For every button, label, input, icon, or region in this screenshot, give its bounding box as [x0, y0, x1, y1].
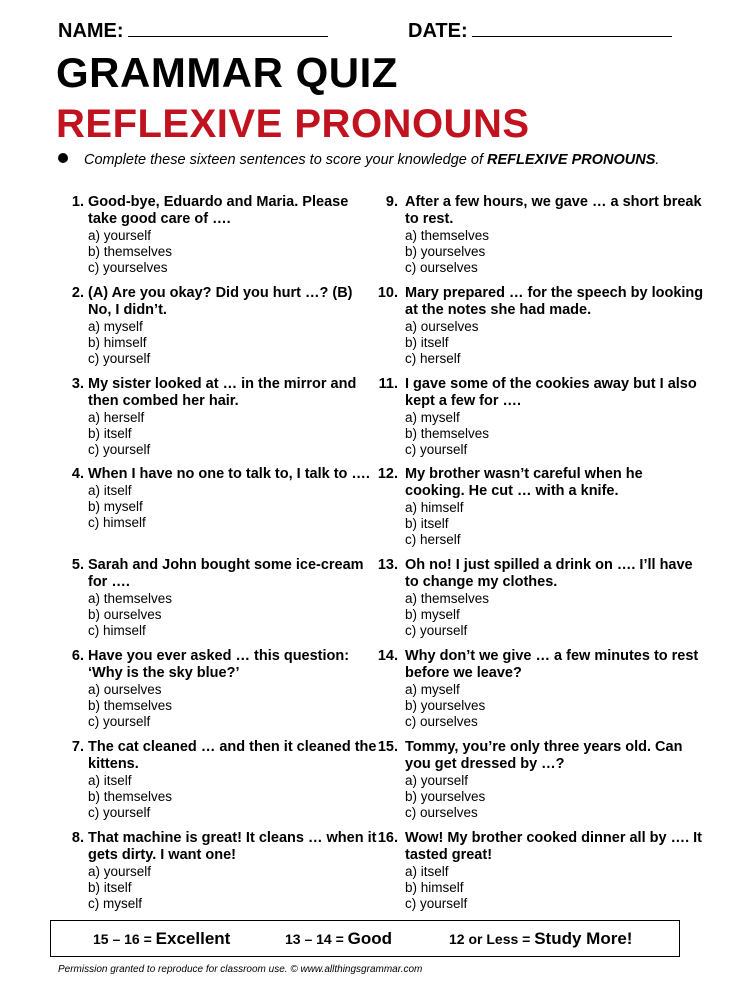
- answer-option[interactable]: a) themselves: [88, 591, 173, 607]
- question-item: [370, 375, 697, 467]
- question-body: [405, 830, 705, 912]
- question-text: Oh no! I just spilled a drink on …. I’ll have to change my clothes.: [405, 557, 693, 591]
- answer-option[interactable]: b) themselves: [405, 425, 490, 441]
- question-number: 4.: [71, 466, 84, 483]
- question-number: 9.: [385, 194, 398, 210]
- answer-option[interactable]: b) themselves: [88, 697, 173, 713]
- answer-option[interactable]: c) herself: [405, 350, 461, 366]
- question-text: The cat cleaned … and then it cleaned the kittens.: [88, 738, 377, 772]
- answer-option[interactable]: c) ourselves: [405, 713, 478, 729]
- answer-option[interactable]: c) yourself: [88, 441, 151, 457]
- question-body: [88, 557, 378, 639]
- answer-option[interactable]: c) yourselves: [88, 260, 168, 275]
- question-number: 6.: [71, 647, 84, 664]
- question-text: Wow! My brother cooked dinner all by …. It tasted great!: [405, 829, 703, 863]
- question-body: [88, 648, 378, 730]
- date-blank[interactable]: [472, 18, 672, 37]
- question-body: [405, 285, 705, 367]
- score-range: 13 – 14 =: [285, 931, 348, 947]
- answer-option[interactable]: c) yourself: [88, 713, 151, 729]
- name-blank[interactable]: [128, 18, 328, 37]
- question-number: 5.: [71, 557, 84, 574]
- score-range: 12 or Less =: [449, 931, 535, 947]
- question-text: When I have no one to talk to, I talk to ….: [88, 466, 370, 483]
- question-item: [58, 830, 378, 921]
- question-item: [58, 557, 378, 648]
- footer-permission: Permission granted to reproduce for classroom use. © www.allthingsgrammar.com: [58, 964, 423, 975]
- answer-option[interactable]: c) herself: [405, 532, 461, 548]
- question-body: [88, 376, 378, 458]
- question-text: My brother wasn’t careful when he cooking. He cut … with a knife.: [405, 466, 643, 500]
- question-item: [370, 739, 690, 830]
- answer-option[interactable]: a) himself: [405, 500, 464, 516]
- question-number: 13.: [377, 557, 398, 574]
- question-number: 14.: [377, 647, 398, 664]
- question-number: 1.: [71, 194, 84, 210]
- question-item: [370, 647, 699, 739]
- date-field[interactable]: [408, 18, 672, 43]
- question-text: After a few hours, we gave … a short break to rest.: [405, 194, 702, 227]
- name-label: NAME:: [58, 20, 124, 42]
- question-number: 11.: [378, 375, 398, 392]
- answer-option[interactable]: a) myself: [405, 681, 460, 697]
- question-item: [58, 466, 378, 557]
- question-number: 16.: [377, 829, 398, 846]
- answer-option[interactable]: c) himself: [88, 623, 146, 639]
- question-item: [370, 284, 704, 376]
- instructions-suffix: .: [655, 152, 660, 168]
- question-body: [88, 285, 378, 367]
- answer-option[interactable]: b) yourselves: [405, 244, 486, 259]
- score-label: Study More!: [534, 929, 633, 948]
- question-body: [405, 194, 705, 276]
- instructions-emphasis: REFLEXIVE PRONOUNS: [487, 152, 656, 168]
- answer-option[interactable]: c) yourself: [405, 623, 468, 639]
- score-study-more: [449, 929, 632, 949]
- answer-option[interactable]: c) himself: [88, 515, 146, 531]
- answer-option[interactable]: a) yourself: [405, 772, 469, 788]
- question-number: 8.: [71, 829, 84, 846]
- question-text: Why don’t we give … a few minutes to rest before we leave?: [405, 647, 699, 681]
- question-item: [58, 648, 378, 739]
- score-range: 15 – 16 =: [93, 931, 156, 947]
- name-field[interactable]: [58, 18, 328, 43]
- answer-option[interactable]: a) ourselves: [88, 681, 162, 697]
- answer-option[interactable]: a) yourself: [88, 863, 152, 879]
- question-text: That machine is great! It cleans … when it gets dirty. I want one!: [88, 829, 377, 863]
- question-item: [370, 194, 702, 285]
- question-number: 3.: [71, 375, 84, 392]
- question-body: [88, 739, 378, 821]
- answer-option[interactable]: c) yourself: [405, 895, 468, 911]
- answer-option[interactable]: c) yourself: [88, 804, 151, 820]
- answer-option[interactable]: b) yourselves: [405, 788, 486, 804]
- question-item: [58, 376, 378, 467]
- instructions-prefix: Complete these sixteen sentences to score your knowledge of: [84, 152, 488, 168]
- questions-left-column: [58, 194, 378, 920]
- question-text: Sarah and John bought some ice-cream for ….: [88, 557, 364, 591]
- question-number: 12.: [377, 466, 398, 483]
- answer-option[interactable]: a) itself: [88, 772, 132, 788]
- page-title: GRAMMAR QUIZ: [56, 49, 398, 96]
- answer-option[interactable]: a) themselves: [405, 591, 490, 607]
- answer-option[interactable]: b) themselves: [88, 244, 173, 259]
- answer-option[interactable]: a) itself: [405, 863, 449, 879]
- question-number: 10.: [377, 284, 398, 301]
- question-number: 7.: [71, 738, 84, 755]
- question-body: [405, 557, 705, 639]
- question-item: [370, 829, 703, 921]
- answer-option[interactable]: c) yourself: [88, 350, 151, 366]
- question-body: [405, 376, 705, 458]
- score-label: Excellent: [155, 929, 231, 948]
- answer-option[interactable]: c) ourselves: [405, 260, 478, 275]
- date-label: DATE:: [408, 20, 468, 42]
- answer-option[interactable]: b) itself: [405, 334, 449, 350]
- question-item: [58, 739, 378, 830]
- answer-option[interactable]: a) yourself: [88, 228, 152, 243]
- score-excellent: [93, 929, 230, 949]
- answer-option[interactable]: b) itself: [88, 879, 132, 895]
- answer-option[interactable]: c) yourself: [405, 441, 468, 457]
- question-number: 2.: [71, 284, 84, 301]
- question-text: Tommy, you’re only three years old. Can you get dressed by …?: [405, 738, 683, 772]
- answer-option[interactable]: b) itself: [405, 516, 449, 532]
- answer-option[interactable]: b) myself: [405, 607, 460, 623]
- answer-option[interactable]: b) himself: [88, 334, 147, 350]
- question-body: [88, 830, 378, 912]
- answer-option[interactable]: a) itself: [88, 483, 132, 499]
- bullet-icon: [58, 153, 68, 163]
- questions-right-column: [370, 194, 704, 920]
- answer-option[interactable]: b) itself: [88, 425, 132, 441]
- question-text: My sister looked at … in the mirror and then combed her hair.: [88, 375, 357, 409]
- instructions: [58, 151, 659, 169]
- answer-option[interactable]: b) himself: [405, 879, 464, 895]
- question-item: [58, 194, 378, 285]
- answer-option[interactable]: b) myself: [88, 499, 143, 515]
- answer-option[interactable]: a) ourselves: [405, 318, 479, 334]
- scoring-box: [50, 920, 680, 957]
- answer-option[interactable]: b) themselves: [88, 788, 173, 804]
- answer-option[interactable]: c) myself: [88, 895, 142, 911]
- question-text: (A) Are you okay? Did you hurt …? (B) No, I didn’t.: [88, 284, 353, 318]
- question-number: 15.: [377, 738, 398, 755]
- question-item: [370, 466, 690, 557]
- question-body: [405, 648, 705, 730]
- answer-option[interactable]: a) myself: [88, 318, 143, 334]
- question-text: Have you ever asked … this question: ‘Why is the sky blue?’: [88, 647, 350, 681]
- question-text: Mary prepared … for the speech by looking at the notes she had made.: [405, 284, 704, 318]
- question-body: [88, 466, 378, 531]
- question-body: [405, 739, 705, 821]
- score-good: [285, 929, 392, 949]
- page-subtitle: REFLEXIVE PRONOUNS: [56, 102, 530, 146]
- question-item: [58, 285, 378, 376]
- question-text: I gave some of the cookies away but I also kept a few for ….: [405, 375, 697, 409]
- question-text: Good-bye, Eduardo and Maria. Please take good care of ….: [88, 194, 349, 227]
- answer-option[interactable]: a) myself: [405, 409, 460, 425]
- answer-option[interactable]: b) yourselves: [405, 697, 486, 713]
- question-body: [88, 194, 378, 276]
- question-item: [370, 557, 693, 648]
- answer-option[interactable]: c) ourselves: [405, 804, 478, 820]
- answer-option[interactable]: b) ourselves: [88, 607, 162, 623]
- answer-option[interactable]: a) themselves: [405, 228, 490, 243]
- score-label: Good: [347, 929, 393, 948]
- answer-option[interactable]: a) herself: [88, 409, 145, 425]
- question-body: [405, 466, 705, 548]
